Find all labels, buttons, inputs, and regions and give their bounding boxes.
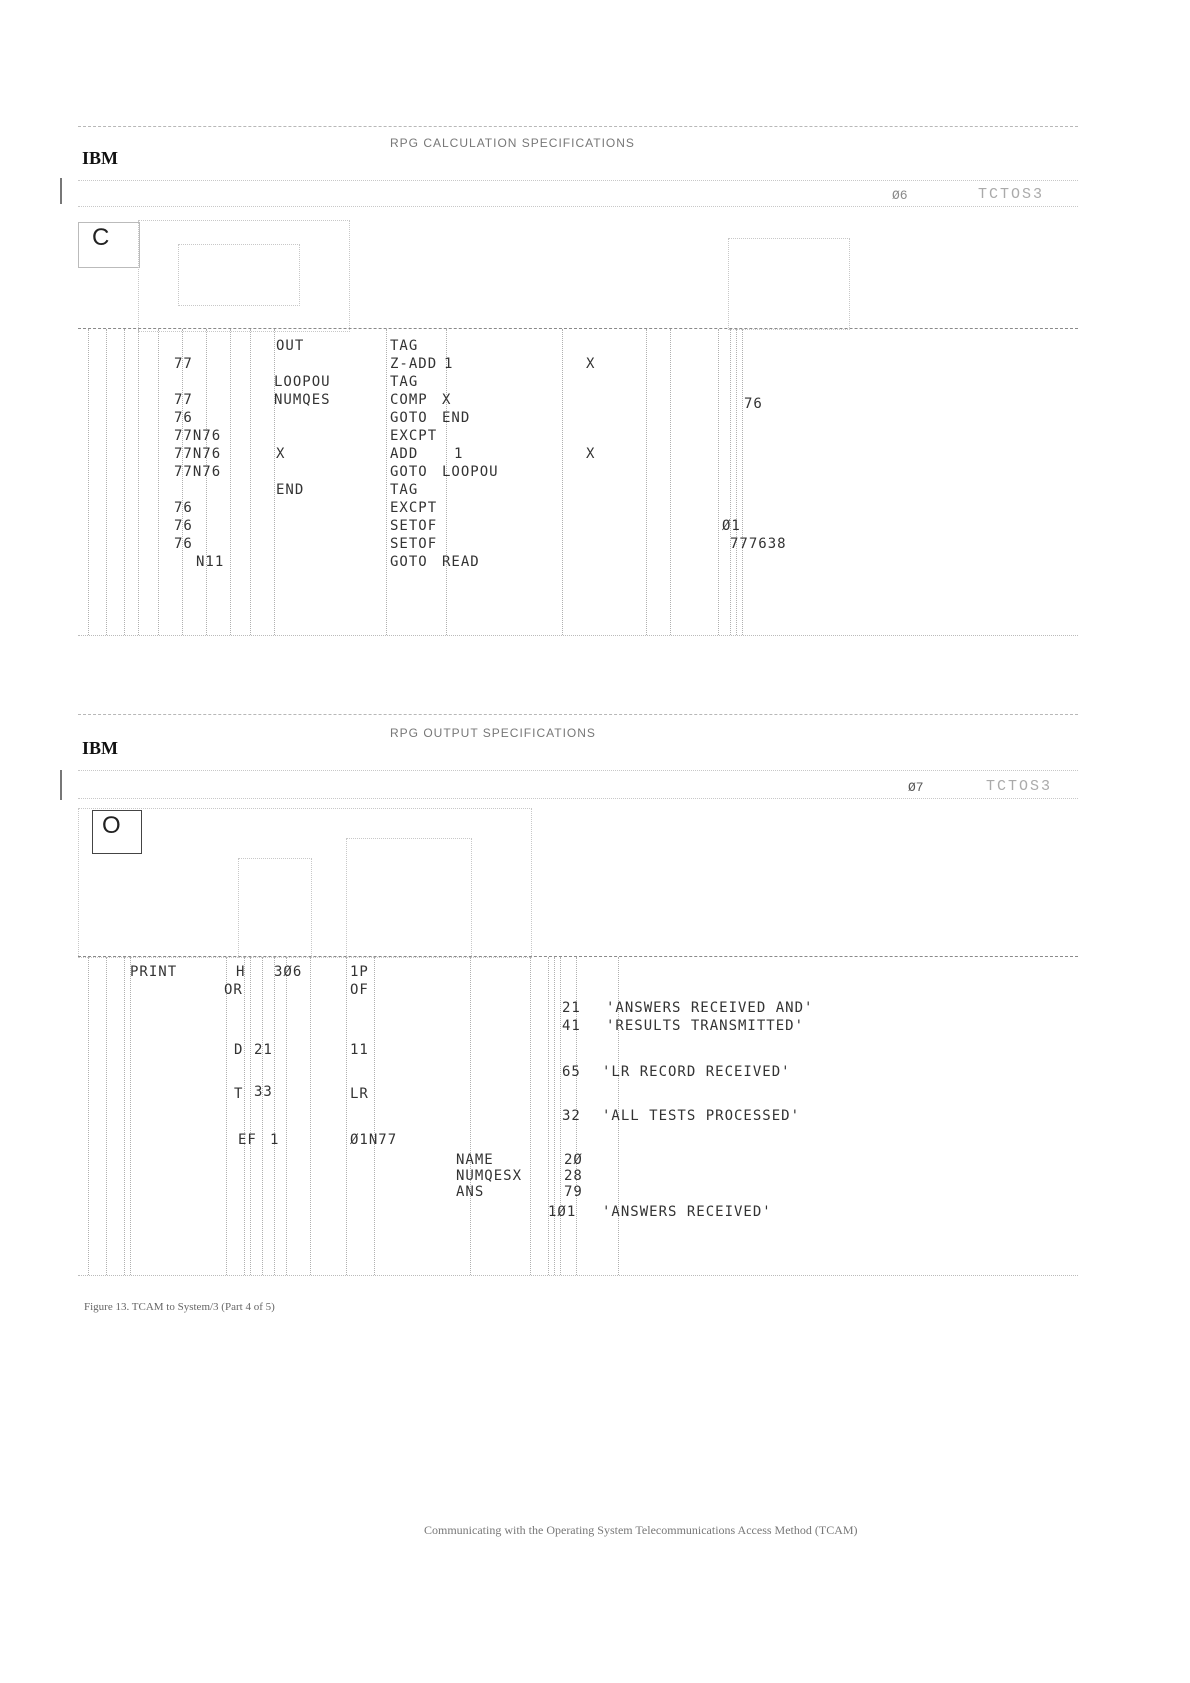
page-number: Ø6 bbox=[892, 188, 908, 203]
column-line bbox=[250, 329, 251, 635]
page-footer: Communicating with the Operating System Telecommunications Access Method (TCAM) bbox=[424, 1523, 858, 1537]
calc-row-12-resulting-indicator: 777638 bbox=[730, 536, 787, 552]
column-line bbox=[106, 957, 107, 1275]
column-line bbox=[158, 329, 159, 635]
column-line bbox=[88, 329, 89, 635]
out-row-13-end-position: 1Ø1 bbox=[548, 1204, 577, 1220]
column-line bbox=[718, 329, 719, 635]
column-line bbox=[310, 957, 311, 1275]
out-row-1-type: H bbox=[236, 964, 246, 980]
column-line bbox=[386, 329, 387, 635]
out-row-9-type: EF bbox=[238, 1132, 257, 1148]
out-row-1-filename: PRINT bbox=[130, 964, 178, 980]
calc-row-9-factor1: END bbox=[276, 482, 305, 498]
calc-row-7-opcode: ADD bbox=[390, 446, 419, 462]
out-row-4-constant: 'RESULTS TRANSMITTED' bbox=[606, 1018, 805, 1034]
calc-row-2-opcode: Z-ADD bbox=[390, 356, 438, 372]
calc-row-7-indicators: 77N76 bbox=[174, 446, 222, 462]
out-row-4-end-position: 41 bbox=[562, 1018, 581, 1034]
form-top-rule bbox=[78, 714, 1078, 715]
calc-row-2-factor2: 1 bbox=[444, 356, 454, 372]
calc-coding-area bbox=[78, 328, 1078, 636]
out-row-8-constant: 'ALL TESTS PROCESSED' bbox=[602, 1108, 801, 1124]
form-top-rule bbox=[78, 126, 1078, 127]
out-row-2-type: OR bbox=[224, 982, 243, 998]
calc-row-4-resulting-indicator: 76 bbox=[744, 396, 763, 412]
out-row-7-indicators: LR bbox=[350, 1086, 369, 1102]
out-row-13-constant: 'ANSWERS RECEIVED' bbox=[602, 1204, 772, 1220]
calc-row-3-factor1: LOOPOU bbox=[274, 374, 331, 390]
out-row-1-indicators: 1P bbox=[350, 964, 369, 980]
column-line bbox=[124, 329, 125, 635]
program-identification: TCTOS3 bbox=[978, 186, 1045, 203]
calc-row-3-opcode: TAG bbox=[390, 374, 419, 390]
calc-row-9-opcode: TAG bbox=[390, 482, 419, 498]
out-row-9-space-skip: 1 bbox=[270, 1132, 280, 1148]
margin-bracket bbox=[60, 178, 62, 204]
column-line bbox=[346, 957, 347, 1275]
output-header-grid bbox=[346, 838, 472, 958]
out-row-10-field-name: NAME bbox=[456, 1152, 494, 1168]
indicator-header-grid bbox=[178, 244, 300, 306]
column-line bbox=[560, 957, 561, 1275]
calc-row-6-indicators: 77N76 bbox=[174, 428, 222, 444]
column-line bbox=[562, 329, 563, 635]
out-row-1-space-skip: 3Ø6 bbox=[274, 964, 303, 980]
column-line bbox=[554, 957, 555, 1275]
header-line bbox=[78, 180, 1078, 181]
out-row-3-end-position: 21 bbox=[562, 1000, 581, 1016]
column-line bbox=[730, 329, 731, 635]
calc-row-8-opcode: GOTO bbox=[390, 464, 428, 480]
output-specifications-form bbox=[78, 708, 1078, 1288]
calc-row-4-factor1: NUMQES bbox=[274, 392, 331, 408]
out-row-5-space-skip: 21 bbox=[254, 1042, 273, 1058]
column-line bbox=[742, 329, 743, 635]
header-line bbox=[78, 206, 1078, 207]
column-line bbox=[548, 957, 549, 1275]
column-line bbox=[286, 957, 287, 1275]
output-header-grid bbox=[238, 858, 312, 958]
calc-row-8-factor2: LOOPOU bbox=[442, 464, 499, 480]
out-row-2-indicators: OF bbox=[350, 982, 369, 998]
calculation-specifications-form bbox=[78, 120, 1078, 640]
column-line bbox=[106, 329, 107, 635]
column-line bbox=[446, 329, 447, 635]
calc-row-5-indicators: 76 bbox=[174, 410, 193, 426]
calc-row-11-opcode: SETOF bbox=[390, 518, 438, 534]
out-row-5-type: D bbox=[234, 1042, 244, 1058]
column-line bbox=[530, 957, 531, 1275]
calc-row-4-factor2: X bbox=[442, 392, 452, 408]
calc-row-11-resulting-indicator: Ø1 bbox=[722, 518, 741, 534]
form-type-letter: O bbox=[102, 812, 121, 839]
out-row-7-space-skip: 33 bbox=[254, 1084, 273, 1100]
calc-row-7-factor1: X bbox=[276, 446, 286, 462]
out-row-7-type: T bbox=[234, 1086, 244, 1102]
out-row-12-end-position: 79 bbox=[564, 1184, 583, 1200]
calc-row-6-opcode: EXCPT bbox=[390, 428, 438, 444]
calc-row-1-factor1: OUT bbox=[276, 338, 305, 354]
calc-row-4-indicators: 77 bbox=[174, 392, 193, 408]
out-row-5-indicators: 11 bbox=[350, 1042, 369, 1058]
ibm-logo: IBM bbox=[82, 738, 118, 758]
out-row-8-end-position: 32 bbox=[562, 1108, 581, 1124]
calc-row-5-factor2: END bbox=[442, 410, 471, 426]
column-line bbox=[230, 329, 231, 635]
out-row-3-constant: 'ANSWERS RECEIVED AND' bbox=[606, 1000, 814, 1016]
column-line bbox=[138, 329, 139, 635]
column-line bbox=[736, 329, 737, 635]
form-title: RPG CALCULATION SPECIFICATIONS bbox=[390, 136, 635, 150]
column-line bbox=[182, 329, 183, 635]
calc-row-10-opcode: EXCPT bbox=[390, 500, 438, 516]
calc-row-12-indicators: 76 bbox=[174, 536, 193, 552]
column-line bbox=[206, 329, 207, 635]
out-row-11-field-name: NUMQESX bbox=[456, 1168, 523, 1184]
calc-row-8-indicators: 77N76 bbox=[174, 464, 222, 480]
column-line bbox=[646, 329, 647, 635]
ibm-logo: IBM bbox=[82, 148, 118, 168]
column-line bbox=[124, 957, 125, 1275]
calc-row-13-opcode: GOTO bbox=[390, 554, 428, 570]
calc-row-11-indicators: 76 bbox=[174, 518, 193, 534]
calc-row-5-opcode: GOTO bbox=[390, 410, 428, 426]
column-line bbox=[88, 957, 89, 1275]
calc-row-12-opcode: SETOF bbox=[390, 536, 438, 552]
out-row-6-end-position: 65 bbox=[562, 1064, 581, 1080]
calc-row-4-opcode: COMP bbox=[390, 392, 428, 408]
column-line bbox=[130, 957, 131, 1275]
column-line bbox=[670, 329, 671, 635]
column-line bbox=[226, 957, 227, 1275]
calc-row-7-factor2: 1 bbox=[454, 446, 464, 462]
column-line bbox=[374, 957, 375, 1275]
result-header-grid bbox=[728, 238, 850, 330]
page-number: Ø7 bbox=[908, 780, 924, 795]
column-line bbox=[244, 957, 245, 1275]
out-row-10-end-position: 2Ø bbox=[564, 1152, 583, 1168]
calc-row-13-factor2: READ bbox=[442, 554, 480, 570]
header-line bbox=[78, 770, 1078, 771]
form-type-letter: C bbox=[92, 224, 110, 251]
column-line bbox=[250, 957, 251, 1275]
out-row-12-field-name: ANS bbox=[456, 1184, 485, 1200]
figure-caption: Figure 13. TCAM to System/3 (Part 4 of 5) bbox=[84, 1301, 275, 1313]
calc-row-13-indicators: N11 bbox=[196, 554, 225, 570]
margin-bracket bbox=[60, 770, 62, 800]
form-title: RPG OUTPUT SPECIFICATIONS bbox=[390, 726, 596, 740]
calc-row-10-indicators: 76 bbox=[174, 500, 193, 516]
calc-row-2-result: X bbox=[586, 356, 596, 372]
calc-row-2-indicators: 77 bbox=[174, 356, 193, 372]
column-line bbox=[262, 957, 263, 1275]
program-identification: TCTOS3 bbox=[986, 778, 1053, 795]
column-line bbox=[470, 957, 471, 1275]
header-line bbox=[78, 798, 1078, 799]
out-row-9-indicators: Ø1N77 bbox=[350, 1132, 398, 1148]
column-line bbox=[274, 957, 275, 1275]
calc-row-1-opcode: TAG bbox=[390, 338, 419, 354]
calc-row-7-result: X bbox=[586, 446, 596, 462]
out-row-6-constant: 'LR RECORD RECEIVED' bbox=[602, 1064, 791, 1080]
out-row-11-end-position: 28 bbox=[564, 1168, 583, 1184]
